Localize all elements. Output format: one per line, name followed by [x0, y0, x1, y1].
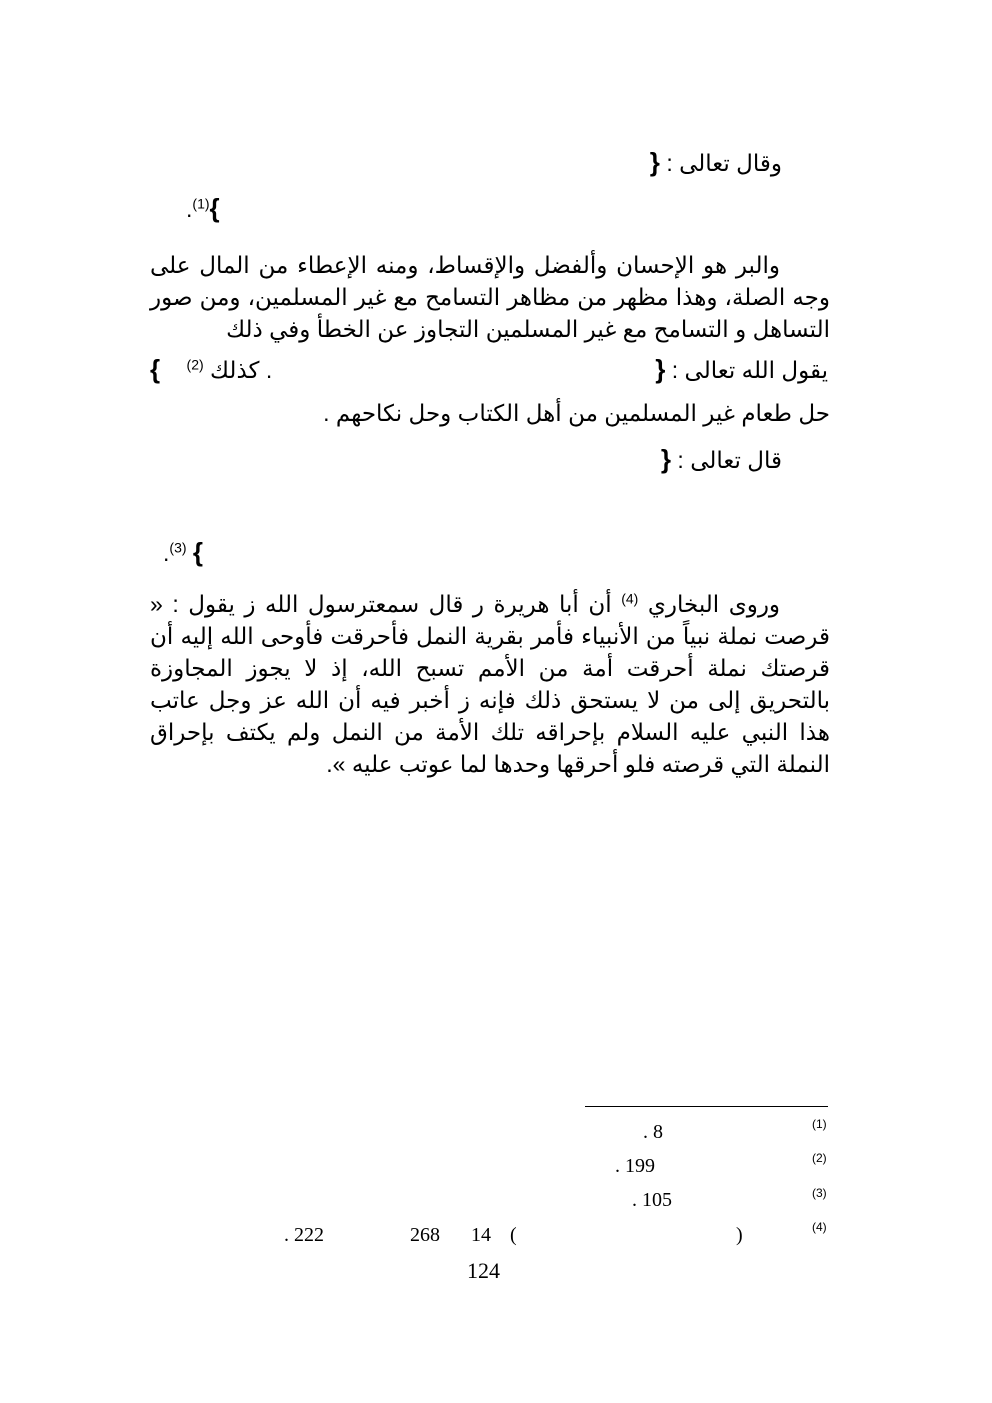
- quote-2-close-brace: }: [150, 354, 161, 384]
- quote-1-intro-line: [650, 146, 782, 179]
- paragraph-1: [150, 249, 830, 345]
- quote-3-open-brace: {: [660, 444, 672, 474]
- footnote-ref-1: (1): [192, 195, 210, 212]
- quote-2-line-end: [150, 353, 272, 386]
- footnote-2-text: . 199: [615, 1155, 655, 1177]
- quote-3-intro-line: [661, 443, 782, 476]
- footnote-2-number: (2): [812, 1151, 827, 1165]
- footnote-1-number: (1): [812, 1117, 827, 1131]
- quote-1-close-line: [186, 192, 220, 225]
- footnote-3-text: . 105: [632, 1189, 672, 1211]
- quote-2-open-brace: {: [655, 354, 666, 384]
- quote-3-close-brace: }: [192, 537, 204, 567]
- footnote-ref-4: (4): [621, 590, 639, 607]
- footnote-separator: [585, 1106, 828, 1107]
- quote-3-period: .: [163, 540, 170, 566]
- paragraph-1-text: والبر هو الإحسان وألفضل والإقساط، ومنه الإعطاء من المال على وجه الصلة، وهذا مظهر من مظاهر التسامح مع غير المسلمين، ومن صور التساهل و التسامح مع غير المسلمين التجاوز عن الخطأ وفي ذلك: [150, 252, 830, 342]
- paragraph-3: [150, 588, 830, 780]
- paragraph-2-text: حل طعام غير المسلمين من أهل الكتاب وحل نكاحهم .: [323, 400, 830, 426]
- quote-2-intro: يقول الله تعالى :: [671, 357, 828, 383]
- footnote-ref-2: (2): [186, 356, 204, 373]
- quote-2-line-start: [655, 353, 828, 386]
- footnote-4-number: (4): [812, 1220, 827, 1234]
- footnote-4-paren-open: (: [510, 1224, 517, 1246]
- footnote-4-number-ref: . 222: [284, 1224, 324, 1246]
- paragraph-3-text: أن أبا هريرة ر قال سمعترسول الله ز يقول : « قرصت نملة نبياً من الأنبياء فأمر بقرية النمل فأحرقت فأوحى الله إليه أن قرصتك نملة أحرقت أمة من الأمم تسبح الله، إذ لا يجوز المجاوزة بالتحريق إلى من لا يستحق ذلك فإنه ز أخبر فيه أن الله عز وجل عاتب هذا النبي عليه السلام بإحراقه تلك الأمة من النمل ولم يكتف بإحراق النملة التي قرصته فلو أحرقها وحدها لما عوتب عليه ».: [150, 591, 830, 777]
- footnote-4-page: 268: [410, 1224, 440, 1246]
- quote-2-after: . كذلك: [210, 357, 273, 383]
- footnote-3-number: (3): [812, 1186, 827, 1200]
- quote-1-period: .: [186, 196, 193, 222]
- footnote-1-text: . 8: [643, 1121, 663, 1143]
- footnote-4-paren-close: ): [736, 1224, 743, 1246]
- paragraph-3-body: [150, 588, 830, 780]
- page-number: 124: [467, 1258, 500, 1283]
- paragraph-2: [323, 397, 830, 429]
- quote-1-close-brace: }: [209, 193, 220, 223]
- paragraph-3-start: وروى البخاري: [647, 591, 781, 617]
- footnote-4-volume: 14: [471, 1224, 491, 1246]
- quote-1-intro: وقال تعالى :: [666, 150, 782, 176]
- footnote-ref-3: (3): [169, 539, 187, 556]
- quote-3-intro: قال تعالى :: [677, 447, 782, 473]
- quote-3-close-line: [163, 536, 203, 569]
- quote-1-open-brace: {: [649, 147, 660, 177]
